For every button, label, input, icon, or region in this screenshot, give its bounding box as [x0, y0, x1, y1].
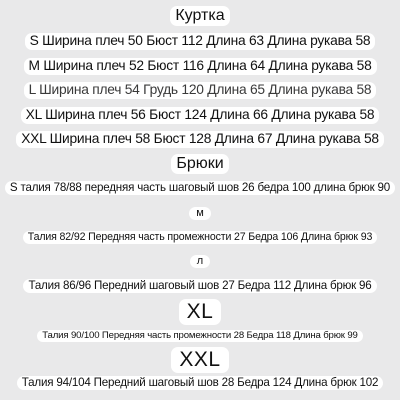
pants-size-l-row	[0, 279, 400, 293]
jacket-size-s-text: S Ширина плеч 50 Бюст 112 Длина 63 Длина рукава 58	[25, 33, 376, 50]
jacket-size-xxl-row	[0, 131, 400, 148]
jacket-size-xl-row	[0, 107, 400, 124]
pants-size-xl-row	[0, 330, 400, 342]
jacket-size-l-text: L Ширина плеч 54 Грудь 120 Длина 65 Длина рукава 58	[24, 82, 377, 99]
pants-size-xxl-text: Талия 94/104 Передний шаговый шов 28 Бедра 124 Длина брюк 102	[17, 376, 383, 390]
pants-size-xxl-label-row	[0, 347, 400, 373]
jacket-section-title-row	[0, 6, 400, 26]
pants-size-xl-label: XL	[179, 299, 222, 325]
pants-size-l-label: л	[190, 255, 210, 268]
pants-section-title-row	[0, 154, 400, 174]
pants-size-l-text: Талия 86/96 Передний шаговый шов 27 Бедра 112 Длина брюк 96	[23, 279, 376, 293]
pants-size-xxl-row	[0, 376, 400, 390]
pants-size-m-text: Талия 82/92 Передняя часть промежности 27 Бедра 106 Длина брюк 93	[23, 231, 377, 244]
jacket-size-m-text: M Ширина плеч 52 Бюст 116 Длина 64 Длина рукава 58	[24, 58, 377, 75]
jacket-size-m-row	[0, 58, 400, 75]
pants-size-xl-label-row	[0, 299, 400, 325]
jacket-size-xxl-text: XXL Ширина плеч 58 Бюст 128 Длина 67 Длина рукава 58	[16, 131, 384, 148]
pants-size-m-label: м	[189, 207, 211, 220]
jacket-size-l-row	[0, 82, 400, 99]
pants-size-s-row	[0, 181, 400, 195]
pants-size-xxl-label: XXL	[171, 347, 228, 373]
pants-size-m-label-row	[0, 207, 400, 220]
jacket-size-s-row	[0, 33, 400, 50]
jacket-title: Куртка	[170, 6, 229, 26]
pants-size-l-label-row	[0, 255, 400, 268]
pants-size-m-row	[0, 231, 400, 244]
pants-title: Брюки	[171, 154, 228, 174]
pants-size-xl-text: Талия 90/100 Передняя часть промежности 28 Бедра 118 Длина брюк 99	[37, 330, 362, 342]
jacket-size-xl-text: XL Ширина плеч 56 Бюст 124 Длина 66 Длина рукава 58	[21, 107, 380, 124]
pants-size-s-text: S талия 78/88 передняя часть шаговый шов 26 бедра 100 длина брюк 90	[5, 181, 395, 195]
